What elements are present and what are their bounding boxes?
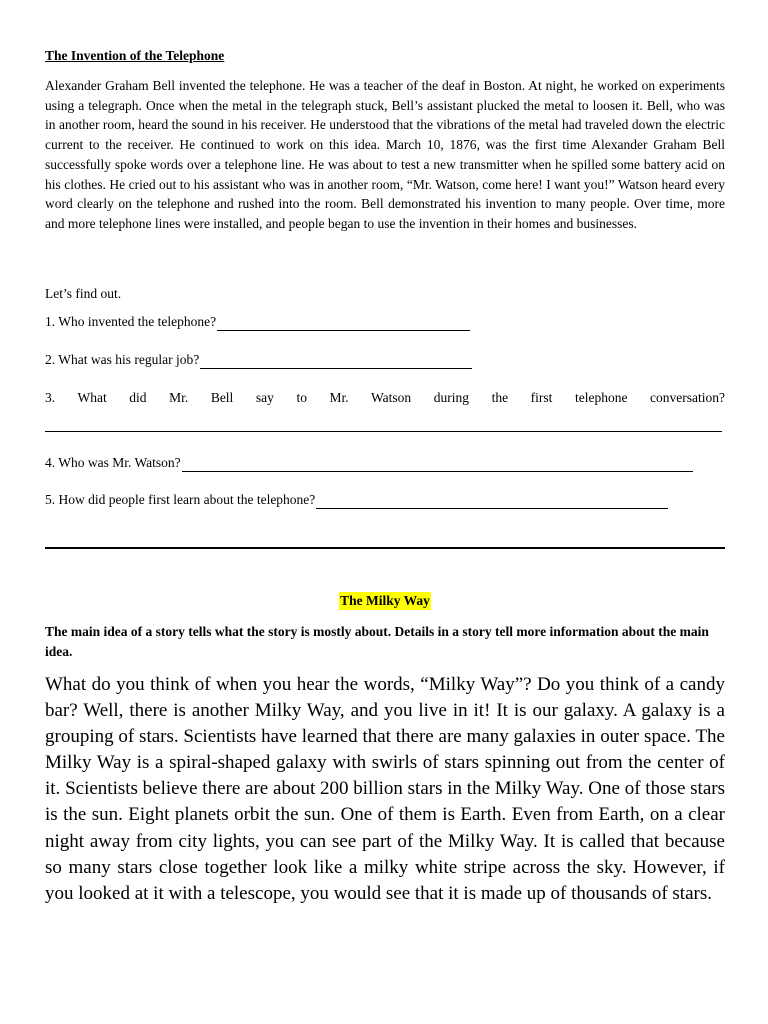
question-3-answer-line[interactable] [45,431,722,432]
question-1-answer-line[interactable] [217,316,470,331]
question-4 [45,454,693,472]
question-2-answer-line[interactable] [200,354,472,369]
telephone-passage: Alexander Graham Bell invented the telephone. He was a teacher of the deaf in Boston. At night, he worked on experiments using a telegraph. Once when the metal in the telegraph stuck, Bell’s assistant plucked the metal to loosen it. Bell, who was in another room, heard the sound in his receiver. He understood that the vibrations of the metal had traveled down the electric current to the receiver. He continued to work on this idea. March 10, 1876, was the first time Alexander Graham Bell successfully spoke words over a telephone line. He was about to test a new transmitter when he spilled some battery acid on his clothes. He cried out to his assistant who was in another room, “Mr. Watson, come here! I want you!” Watson heard every word clearly on the telephone and rushed into the room. Bell demonstrated his invention to many people. Over time, more and more telephone lines were installed, and people began to use the invention in their homes and businesses. [45,78,725,231]
question-3-text: 3. What did Mr. Bell say to Mr. Watson during the first telephone conversation? [45,390,725,405]
question-2 [45,351,472,369]
question-1-text: 1. Who invented the telephone? [45,314,217,329]
milky-way-title-container [45,592,725,610]
main-idea-instructions: The main idea of a story tells what the story is mostly about. Details in a story tell more information about the main idea. [45,624,709,659]
question-1 [45,313,470,331]
question-4-answer-line[interactable] [182,457,693,472]
question-5 [45,491,668,509]
question-5-text: 5. How did people first learn about the telephone? [45,492,316,507]
section-divider [45,547,725,549]
question-2-text: 2. What was his regular job? [45,352,200,367]
question-4-text: 4. Who was Mr. Watson? [45,455,181,470]
telephone-section-title: The Invention of the Telephone [45,48,225,63]
milky-way-section-title: The Milky Way [340,593,430,608]
find-out-heading: Let’s find out. [45,286,122,301]
milky-way-passage: What do you think of when you hear the words, “Milky Way”? Do you think of a candy bar? Well, there is another Milky Way, and you live in it! It is our galaxy. A galaxy is a grouping of stars. Scientists have learned that there are many galaxies in outer space. The Milky Way is a spiral-shaped galaxy with swirls of stars spinning out from the center of it. Scientists believe there are about 200 billion stars in the Milky Way. One of those stars is the sun. Eight planets orbit the sun. One of them is Earth. Even from Earth, on a clear night away from city lights, you can see part of the Milky Way. It is called that because so many stars close together look like a milky white stripe across the sky. However, if you looked at it with a telescope, you would see that it is made up of thousands of stars. [45,674,725,904]
question-5-answer-line[interactable] [316,494,668,509]
